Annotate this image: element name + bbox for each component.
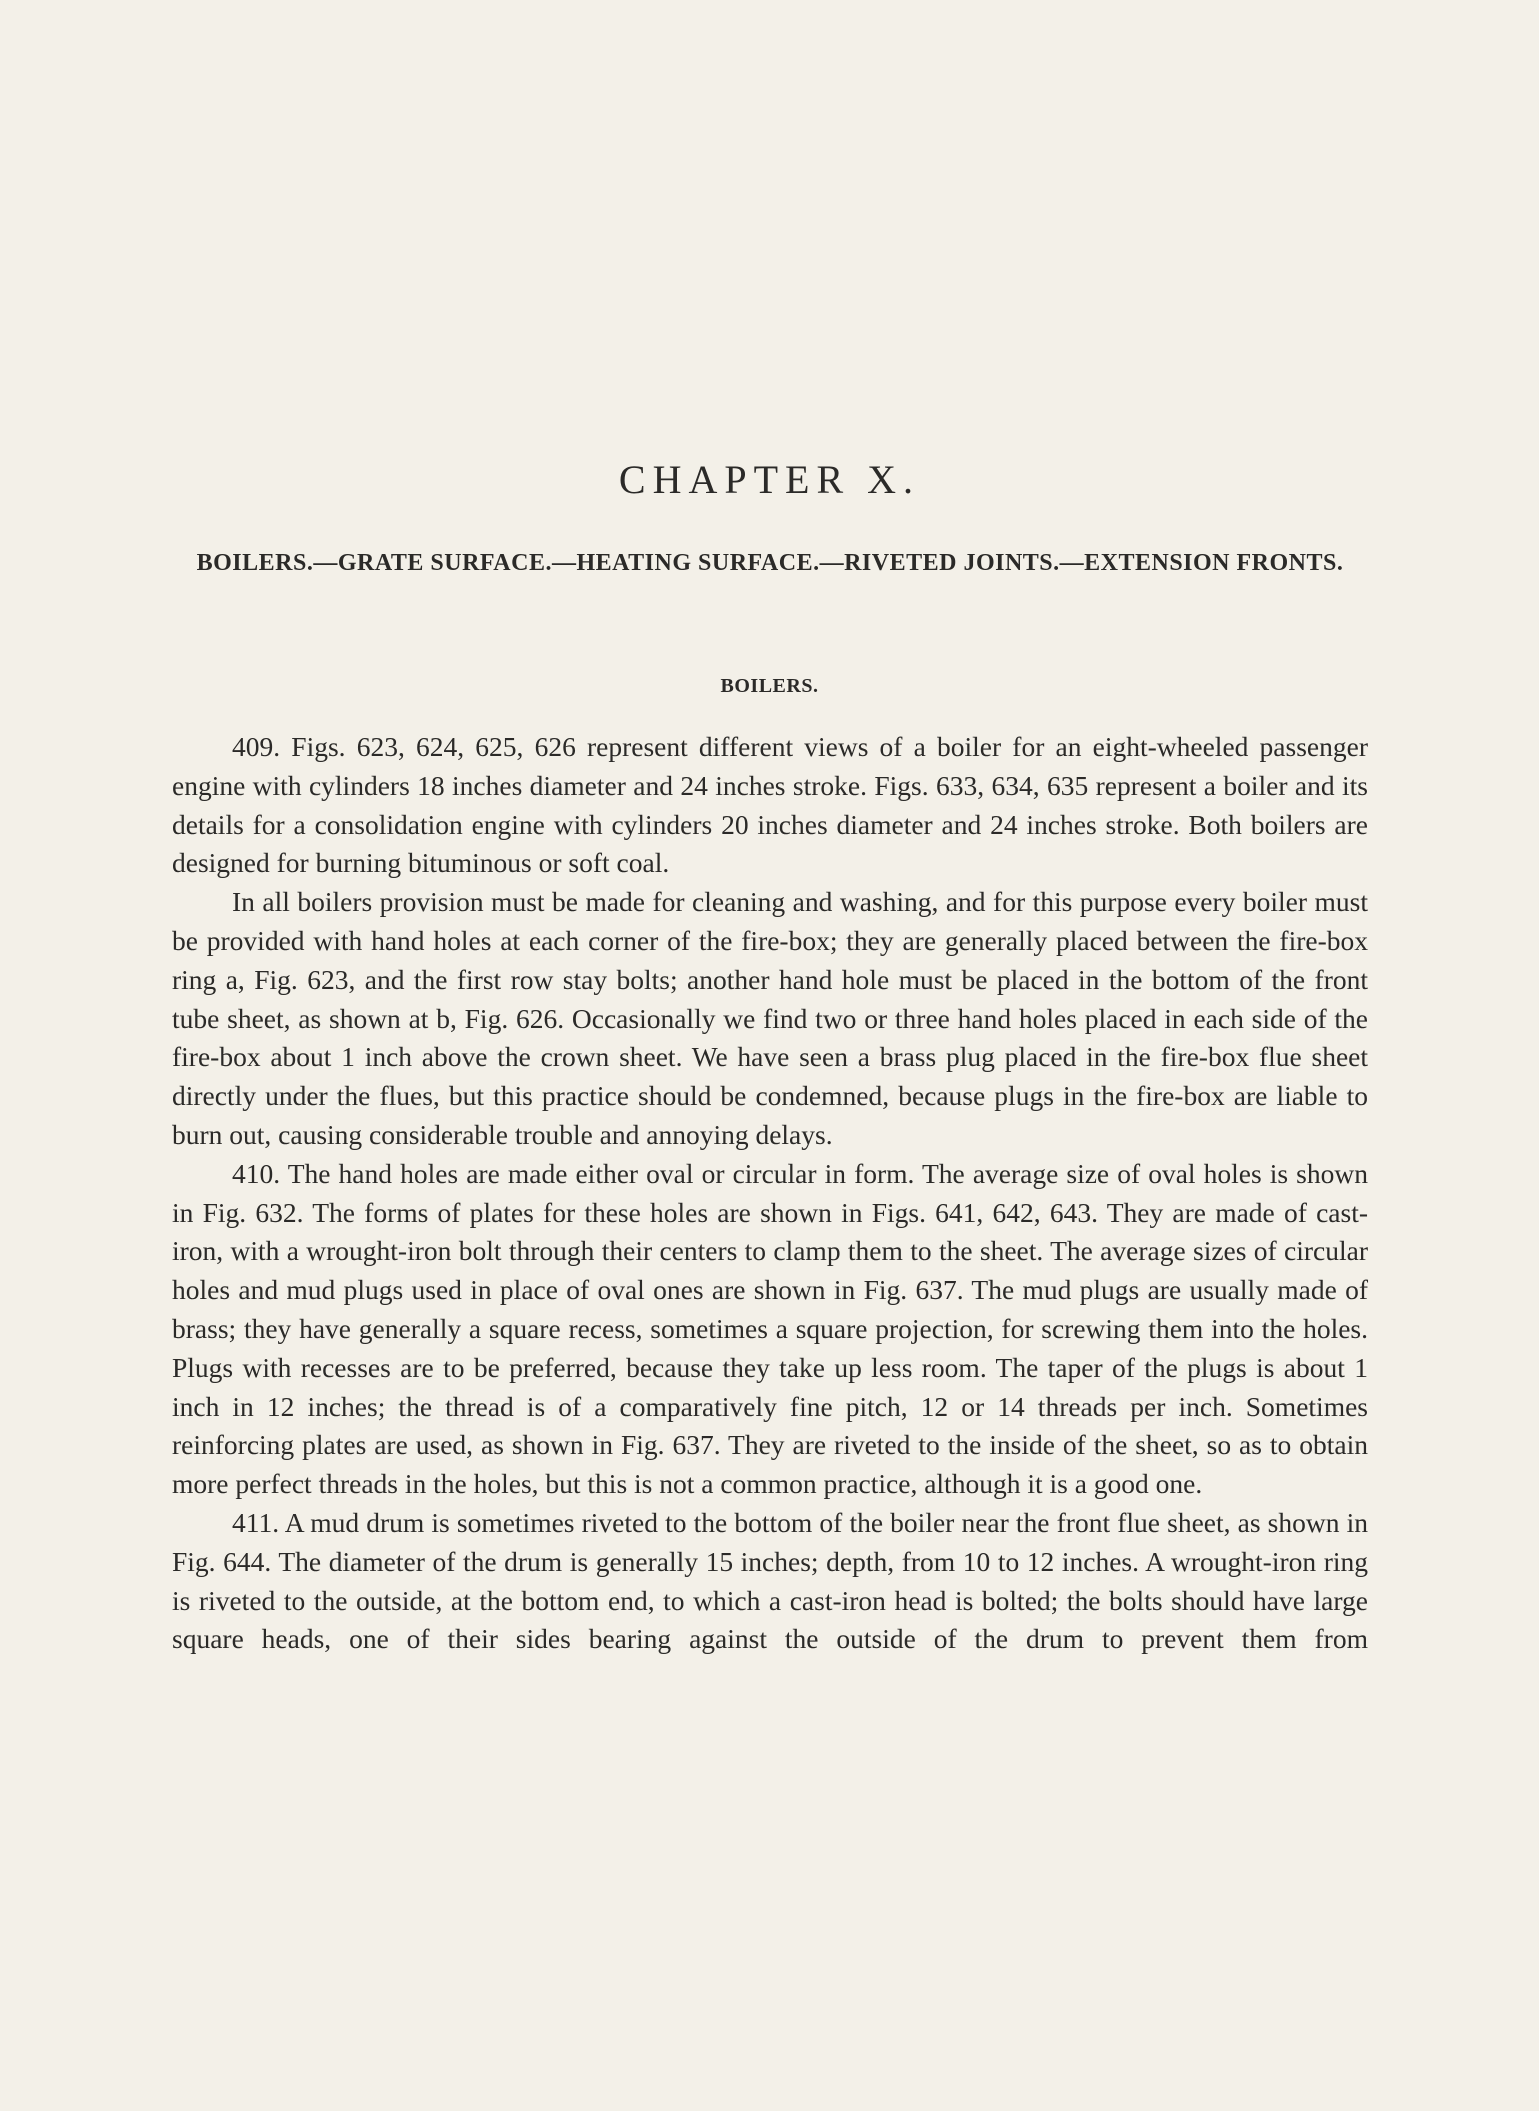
paragraph-hand-holes: In all boilers provision must be made for cleaning and washing, and for this purpose every boiler must be provided with hand holes at each corner of the fire-box; they are generally placed between the fire-box ring a, Fig. 623, and the first row stay bolts; another hand hole must be placed in the bottom of the front tube sheet, as shown at b, Fig. 626. Occasionally we find two or three hand holes placed in each side of the fire-box about 1 inch above the crown sheet. We have seen a brass plug placed in the fire-box flue sheet directly under the flues, but this practice should be condemned, because plugs in the fire-box are liable to burn out, causing considerable trouble and annoying delays. [172, 886, 1368, 1150]
paragraph-411: 411. A mud drum is sometimes riveted to the bottom of the boiler near the front flue sheet, as shown in Fig. 644. The diameter of the drum is generally 15 inches; depth, from 10 to 12 inches. A wrought-iron ring is riveted to the outside, at the bottom end, to which a cast-iron head is bolted; the bolts should have large square heads, one of their sides bearing against the outside of the drum to prevent them from [172, 1506, 1368, 1655]
paragraph-410: 410. The hand holes are made either oval or circular in form. The average size of oval holes is shown in Fig. 632. The forms of plates for these holes are shown in Figs. 641, 642, 643. They are made of cast-iron, with a wrought-iron bolt through their centers to clamp them to the sheet. The average sizes of circular holes and mud plugs used in place of oval ones are shown in Fig. 637. The mud plugs are usually made of brass; they have generally a square recess, sometimes a square projection, for screwing them into the holes. Plugs with recesses are to be preferred, because they take up less room. The taper of the plugs is about 1 inch in 12 inches; the thread is of a comparatively fine pitch, 12 or 14 threads per inch. Sometimes reinforcing plates are used, as shown in Fig. 637. They are riveted to the inside of the sheet, so as to obtain more perfect threads in the holes, but this is not a common practice, although it is a good one. [172, 1157, 1368, 1500]
chapter-title: CHAPTER X. [618, 457, 921, 502]
paragraph-409: 409. Figs. 623, 624, 625, 626 represent different views of a boiler for an eight-wheeled passenger engine with cylinders 18 inches diameter and 24 inches stroke. Figs. 633, 634, 635 represent a boiler and its details for a consolidation engine with cylinders 20 inches diameter and 24 inches stroke. Both boilers are designed for burning bituminous or soft coal. [172, 731, 1368, 879]
body-text [172, 728, 1368, 1659]
section-heading: BOILERS. [720, 675, 819, 697]
chapter-subtitle: BOILERS.—GRATE SURFACE.—HEATING SURFACE.—RIVETED JOINTS.—EXTENSION FRONTS. [196, 550, 1344, 576]
